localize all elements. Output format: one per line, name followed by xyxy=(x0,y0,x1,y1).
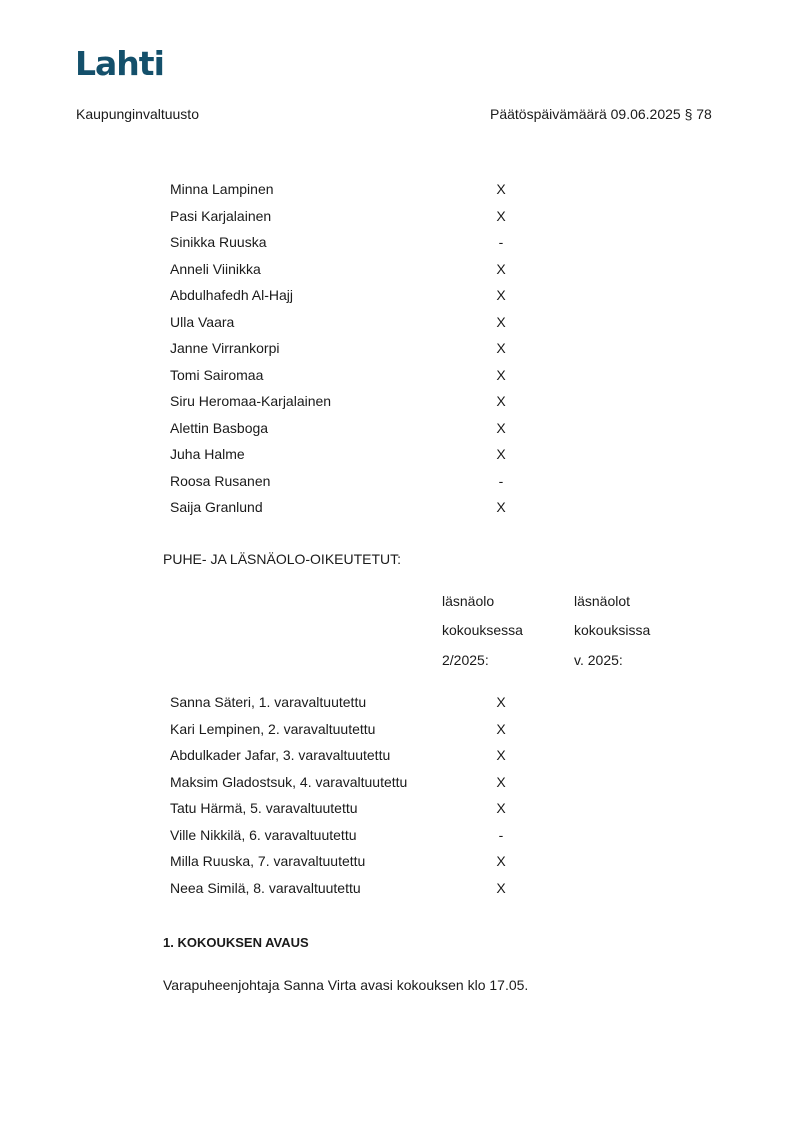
table-row xyxy=(170,827,590,847)
person-name: Ville Nikkilä, 6. varavaltuutettu xyxy=(170,826,357,843)
table-row xyxy=(170,446,590,466)
person-name: Milla Ruuska, 7. varavaltuutettu xyxy=(170,853,366,869)
table-row xyxy=(170,774,590,794)
table-row xyxy=(170,420,590,440)
lahti-logo: Lahti xyxy=(75,44,164,83)
person-name: Maksim Gladostsuk, 4. varavaltuutettu xyxy=(170,773,408,790)
person-name: Minna Lampinen xyxy=(170,181,274,197)
table-row xyxy=(170,694,590,714)
table-row xyxy=(170,721,590,741)
table-row xyxy=(170,747,590,767)
person-name: Tomi Sairomaa xyxy=(170,366,264,383)
person-name: Abdulkader Jafar, 3. varavaltuutettu xyxy=(170,747,391,763)
person-name: Kari Lempinen, 2. varavaltuutettu xyxy=(170,720,376,737)
organ-name: Kaupunginvaltuusto xyxy=(76,106,199,122)
attendance-mark: X xyxy=(496,853,506,869)
person-name: Neea Similä, 8. varavaltuutettu xyxy=(170,879,361,896)
attendance-mark: X xyxy=(496,773,506,790)
person-name: Ulla Vaara xyxy=(170,313,235,330)
rights-section-title: PUHE- JA LÄSNÄOLO-OIKEUTETUT: xyxy=(163,551,402,567)
table-row xyxy=(170,367,590,387)
attendance-mark: X xyxy=(496,800,506,816)
attendance-mark: X xyxy=(496,499,506,515)
attendance-mark: X xyxy=(496,694,506,710)
attendance-mark: X xyxy=(496,181,506,197)
attendance-mark: X xyxy=(496,446,506,462)
attendance-mark: - xyxy=(498,234,504,250)
table-row xyxy=(170,800,590,820)
table-row xyxy=(170,393,590,413)
col1-header-line1: läsnäolo xyxy=(442,593,495,609)
person-name: Juha Halme xyxy=(170,446,245,462)
person-name: Siru Heromaa-Karjalainen xyxy=(170,393,332,409)
table-row xyxy=(170,287,590,307)
attendance-mark: X xyxy=(496,340,506,356)
table-row xyxy=(170,181,590,201)
table-row xyxy=(170,853,590,873)
attendance-mark: X xyxy=(496,419,506,436)
col2-header-line2: kokouksissa xyxy=(574,622,651,638)
attendance-mark: X xyxy=(496,207,506,224)
person-name: Saija Granlund xyxy=(170,499,263,515)
col1-header-line3: 2/2025: xyxy=(442,652,489,668)
col1-header-line2: kokouksessa xyxy=(442,622,523,638)
person-name: Abdulhafedh Al-Hajj xyxy=(170,287,293,303)
section-heading: 1. KOKOUKSEN AVAUS xyxy=(163,935,309,950)
table-row xyxy=(170,234,590,254)
table-row xyxy=(170,261,590,281)
person-name: Pasi Karjalainen xyxy=(170,207,272,224)
decision-date: Päätöspäivämäärä 09.06.2025 § 78 xyxy=(490,106,712,122)
person-name: Anneli Viinikka xyxy=(170,260,261,277)
attendance-mark: X xyxy=(496,720,506,737)
attendance-mark: X xyxy=(496,747,506,763)
col2-header-line3: v. 2025: xyxy=(574,652,623,668)
attendance-mark: X xyxy=(496,260,506,277)
attendance-mark: X xyxy=(496,879,506,896)
attendance-mark: X xyxy=(496,393,506,409)
table-row xyxy=(170,880,590,900)
person-name: Janne Virrankorpi xyxy=(170,340,280,356)
attendance-mark: - xyxy=(498,826,504,843)
person-name: Alettin Basboga xyxy=(170,419,269,436)
table-row xyxy=(170,340,590,360)
table-row xyxy=(170,314,590,334)
attendance-mark: X xyxy=(496,287,506,303)
person-name: Tatu Härmä, 5. varavaltuutettu xyxy=(170,800,358,816)
attendance-mark: X xyxy=(496,313,506,330)
attendance-mark: - xyxy=(498,472,504,489)
attendance-mark: X xyxy=(496,366,506,383)
opening-paragraph: Varapuheenjohtaja Sanna Virta avasi kokouksen klo 17.05. xyxy=(163,977,529,993)
table-row xyxy=(170,208,590,228)
person-name: Sanna Säteri, 1. varavaltuutettu xyxy=(170,694,367,710)
person-name: Roosa Rusanen xyxy=(170,472,271,489)
table-row xyxy=(170,499,590,519)
person-name: Sinikka Ruuska xyxy=(170,234,267,250)
col2-header-line1: läsnäolot xyxy=(574,593,631,609)
table-row xyxy=(170,473,590,493)
